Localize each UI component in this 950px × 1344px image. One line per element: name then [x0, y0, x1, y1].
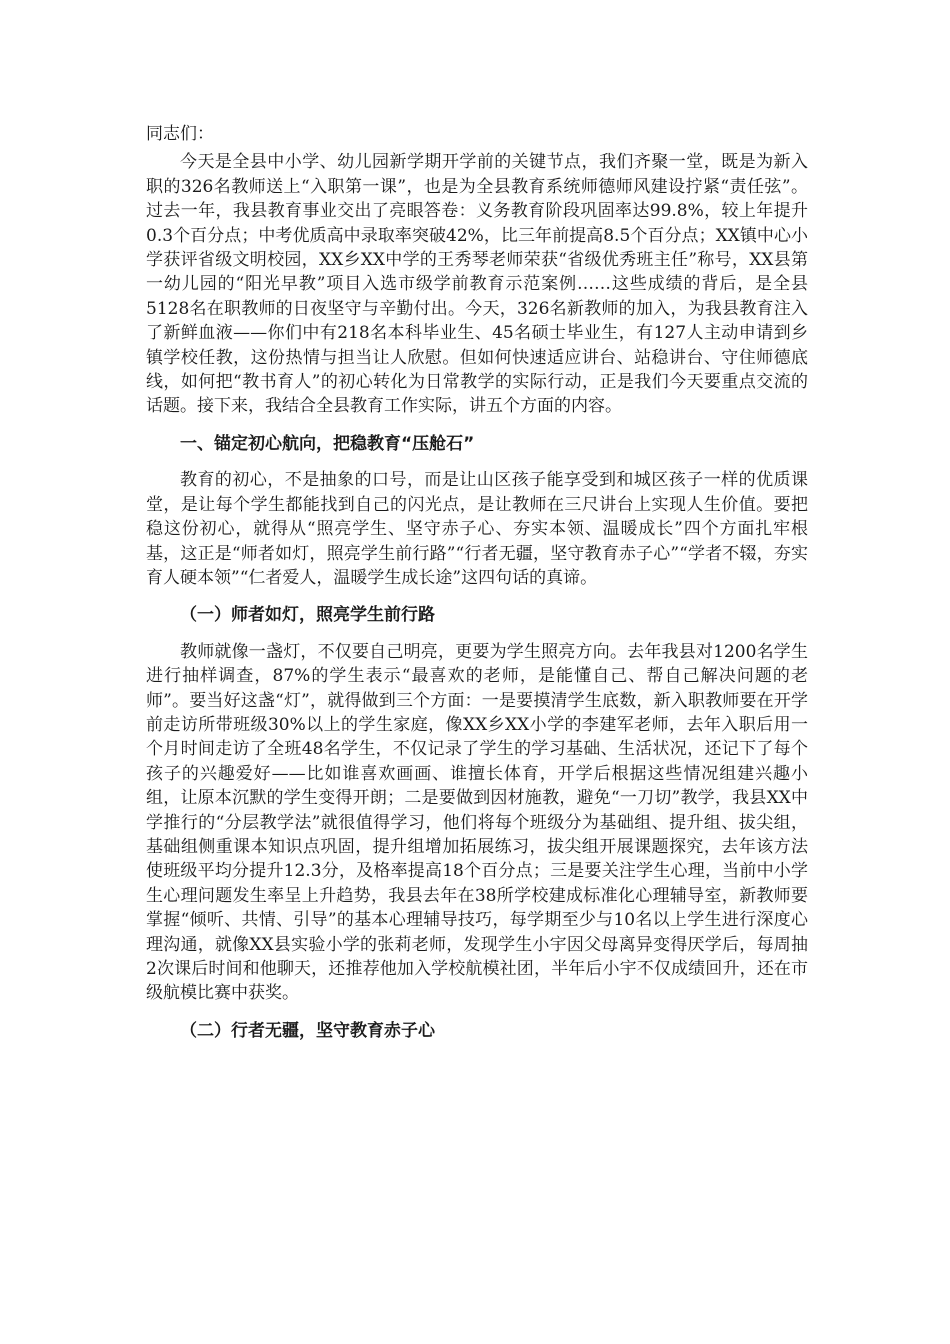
subsection-1-heading: （一）师者如灯，照亮学生前行路: [180, 605, 435, 626]
subsection-1-paragraph: 教师就像一盏灯，不仅要自己明亮，更要为学生照亮方向。去年我县对1200名学生进行抽样调查，87%的学生表示“最喜欢的老师，是能懂自己、帮自己解决问题的老师”。要当好这盏“灯”，就得做到三个方面：一是要摸清学生底数，新入职教师要在开学前走访所带班级30%以上的学生家庭，像XX乡XX小学的李建军老师，去年入职后用一个月时间走访了全班48名学生，不仅记录了学生的学习基础、生活状况，还记下了每个孩子的兴趣爱好——比如谁喜欢画画、谁擅长体育，开学后根据这些情况组建兴趣小组，让原本沉默的学生变得开朗；二是要做到因材施教，避免“一刀切”教学，我县XX中学推行的“分层教学法”就很值得学习，他们将每个班级分为基础组、提升组、拔尖组，基础组侧重课本知识点巩固，提升组增加拓展练习，拔尖组开展课题探究，去年该方法使班级平均分提升12.3分，及格率提高18个百分点；三是要关注学生心理，当前中小学生心理问题发生率呈上升趋势，我县去年在38所学校建成标准化心理辅导室，新教师要掌握“倾听、共情、引导”的基本心理辅导技巧，每学期至少与10名以上学生进行深度心理沟通，就像XX县实验小学的张莉老师，发现学生小宇因父母离异变得厌学后，每周抽2次课后时间和他聊天，还推荐他加入学校航模社团，半年后小宇不仅成绩回升，还在市级航模比赛中获奖。: [146, 641, 808, 1004]
document-page: [146, 122, 808, 1055]
subsection-2-heading: （二）行者无疆，坚守教育赤子心: [180, 1020, 435, 1041]
section-1-paragraph: 教育的初心，不是抽象的口号，而是让山区孩子能享受到和城区孩子一样的优质课堂，是让每个学生都能找到自己的闪光点，是让教师在三尺讲台上实现人生价值。要把稳这份初心，就得从“照亮学生、坚守赤子心、夯实本领、温暖成长”四个方面扎牢根基，这正是“师者如灯，照亮学生前行路”“行者无疆，坚守教育赤子心”“学者不辍，夯实育人硬本领”“仁者爱人，温暖学生成长途”这四句话的真谛。: [146, 470, 808, 588]
greeting: 同志们：: [146, 124, 214, 144]
intro-paragraph: 今天是全县中小学、幼儿园新学期开学前的关键节点，我们齐聚一堂，既是为新入职的326名教师送上“入职第一课”，也是为全县教育系统师德师风建设拧紧“责任弦”。过去一年，我县教育事业交出了亮眼答卷：义务教育阶段巩固率达99.8%，较上年提升0.3个百分点；中考优质高中录取率突破42%，比三年前提高8.5个百分点；XX镇中心小学获评省级文明校园，XX乡XX中学的王秀琴老师荣获“省级优秀班主任”称号，XX县第一幼儿园的“阳光早教”项目入选市级学前教育示范案例……这些成绩的背后，是全县5128名在职教师的日夜坚守与辛勤付出。今天，326名新教师的加入，为我县教育注入了新鲜血液——你们中有218名本科毕业生、45名硕士毕业生，有127人主动申请到乡镇学校任教，这份热情与担当让人欣慰。但如何快速适应讲台、站稳讲台、守住师德底线，如何把“教书育人”的初心转化为日常教学的实际行动，正是我们今天要重点交流的话题。接下来，我结合全县教育工作实际，讲五个方面的内容。: [146, 152, 808, 417]
section-1-heading: 一、锚定初心航向，把稳教育“压舱石”: [180, 433, 475, 454]
